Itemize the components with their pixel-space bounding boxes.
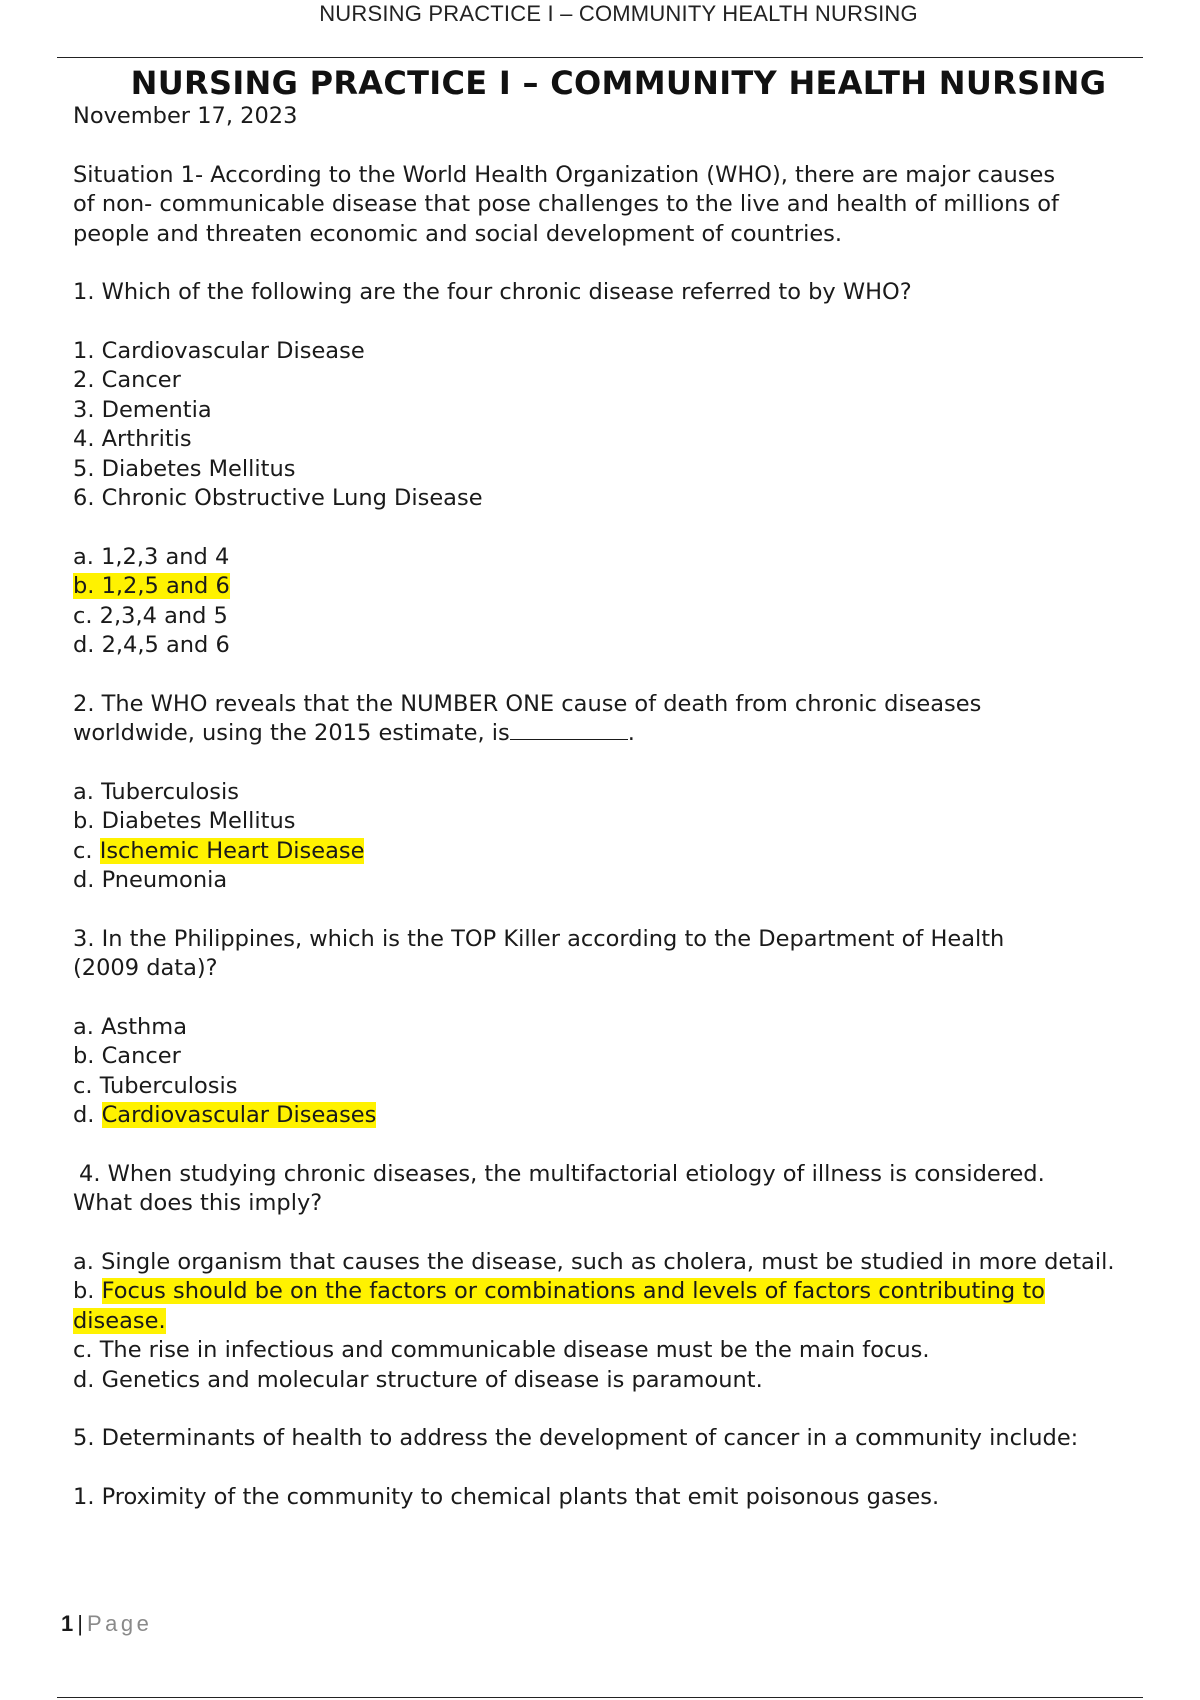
running-header: NURSING PRACTICE I – COMMUNITY HEALTH NURSING [319, 1, 918, 26]
answer-option [73, 602, 1163, 632]
answer-options [73, 778, 1163, 896]
header-rule [57, 57, 1143, 58]
answer-option: d. Genetics and molecular structure of disease is paramount. [73, 1366, 763, 1393]
answer-options [73, 1013, 1163, 1131]
highlighted-answer: Focus should be on the factors or combinations and levels of factors contributing to disease. [73, 1278, 1045, 1334]
answer-option: b. Cancer [73, 1043, 181, 1069]
question-stem: worldwide, using the 2015 estimate, is . [73, 720, 635, 746]
question-stem: 4. When studying chronic diseases, the multifactorial etiology of illness is considered. [79, 1160, 1045, 1187]
answer-option-correct: c. Ischemic Heart Disease [73, 837, 365, 864]
option-text: a. 1,2,3 and 4 [73, 543, 230, 570]
fill-in-blank [510, 719, 628, 740]
answer-option: c. Tuberculosis [73, 1072, 238, 1099]
option-text: Diabetes Mellitus [101, 808, 296, 834]
highlighted-answer: Cardiovascular Diseases [101, 1102, 377, 1128]
situation-line: of non- communicable disease that pose challenges to the live and health of millions of [73, 191, 1059, 217]
option-text: d. 2,4,5 and 6 [73, 632, 230, 658]
situation-line: people and threaten economic and social development of countries. [73, 220, 843, 247]
page-label: Page [86, 1611, 153, 1636]
answer-option: b. Diabetes Mellitus [73, 808, 296, 834]
option-text: Tuberculosis [99, 1072, 238, 1099]
page-number: 1 [61, 1611, 74, 1636]
list-item: 1. Proximity of the community to chemical plants that emit poisonous gases. [73, 1483, 940, 1510]
answer-option [73, 631, 1163, 661]
document-title: NURSING PRACTICE I – COMMUNITY HEALTH NURSING [130, 64, 1107, 102]
question-2 [73, 690, 1163, 896]
option-text: Pneumonia [101, 867, 228, 893]
question-4 [73, 1160, 1163, 1396]
question-stem: What does this imply? [73, 1190, 323, 1216]
answer-option: a. Tuberculosis [73, 778, 239, 805]
question-5 [73, 1424, 1163, 1512]
answer-option-correct: d. Cardiovascular Diseases [73, 1102, 377, 1128]
option-text: Tuberculosis [101, 778, 239, 805]
option-text: Genetics and molecular structure of disease is paramount. [101, 1366, 763, 1393]
footer-rule [57, 1697, 1143, 1698]
question-stem: (2009 data)? [73, 955, 218, 981]
document-body [73, 102, 1163, 1512]
list-item: 2. Cancer [73, 367, 181, 393]
list-item: 1. Cardiovascular Disease [73, 337, 365, 364]
option-text: The rise in infectious and communicable disease must be the main focus. [99, 1337, 930, 1363]
list-item: 3. Dementia [73, 396, 212, 423]
answer-options [73, 1248, 1163, 1396]
answer-option-correct: b. Focus should be on the factors or combinations and levels of factors contributing to disease. [73, 1278, 1045, 1334]
option-text: Asthma [101, 1013, 188, 1040]
answer-option: a. Single organism that causes the disease, such as cholera, must be studied in more detail. [73, 1248, 1115, 1275]
answer-option: a. Asthma [73, 1013, 188, 1040]
disease-list [73, 337, 1163, 514]
question-stem: 5. Determinants of health to address the development of cancer in a community include: [73, 1425, 1079, 1451]
question-stem: 1. Which of the following are the four chronic disease referred to by WHO? [73, 279, 912, 305]
answer-option: d. Pneumonia [73, 867, 228, 893]
page-separator: | [77, 1611, 83, 1636]
list-item: 6. Chronic Obstructive Lung Disease [73, 485, 483, 511]
list-item: 4. Arthritis [73, 426, 192, 452]
page-footer [61, 1610, 152, 1638]
highlighted-answer: b. 1,2,5 and 6 [73, 573, 230, 599]
question-1 [73, 278, 1163, 661]
option-text: Single organism that causes the disease, such as cholera, must be studied in more detail. [101, 1248, 1115, 1275]
option-text: c. 2,3,4 and 5 [73, 602, 228, 629]
answer-option [73, 543, 1163, 573]
answer-options [73, 543, 1163, 661]
question-stem: 3. In the Philippines, which is the TOP Killer according to the Department of Health [73, 925, 1005, 952]
highlighted-answer: Ischemic Heart Disease [99, 837, 365, 864]
question-3 [73, 925, 1163, 1131]
document-date: November 17, 2023 [73, 103, 298, 129]
situation-paragraph [73, 161, 1163, 250]
situation-line: Situation 1- According to the World Health Organization (WHO), there are major causes [73, 161, 1056, 188]
answer-option-correct [73, 572, 1163, 602]
option-text: Cancer [101, 1043, 181, 1069]
list-item: 5. Diabetes Mellitus [73, 455, 296, 482]
answer-option: c. The rise in infectious and communicable disease must be the main focus. [73, 1337, 930, 1363]
question-stem: 2. The WHO reveals that the NUMBER ONE cause of death from chronic diseases [73, 690, 982, 717]
